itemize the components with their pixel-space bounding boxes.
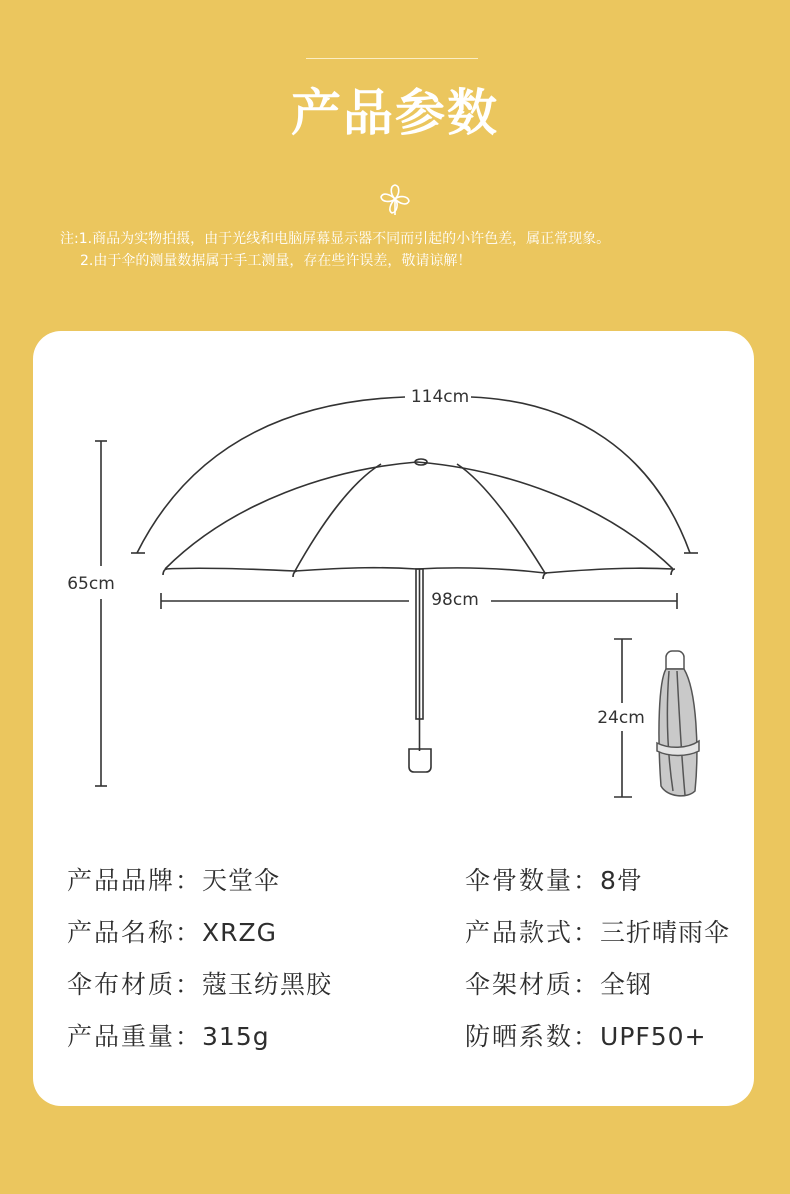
spec-style: 产品款式：三折晴雨伞 xyxy=(465,918,731,947)
spec-frame: 伞架材质：全钢 xyxy=(465,970,653,999)
arc-length-label: 114cm xyxy=(410,387,470,407)
note-line-1: 注:1.商品为实物拍摄，由于光线和电脑屏幕显示器不同而引起的小许色差，属正常现象。 xyxy=(60,231,611,247)
spec-weight: 产品重量：315g xyxy=(67,1022,270,1051)
span-label: 98cm xyxy=(431,590,479,610)
page-title: 产品参数 xyxy=(291,84,499,142)
spec-list xyxy=(33,331,754,1106)
folded-length-label: 24cm xyxy=(597,708,645,728)
spec-upf: 防晒系数：UPF50+ xyxy=(465,1022,707,1051)
note-line-2: 2.由于伞的测量数据属于手工测量，存在些许误差，敬请谅解！ xyxy=(80,253,472,269)
height-label: 65cm xyxy=(67,574,115,594)
spec-ribs: 伞骨数量：8骨 xyxy=(465,866,643,895)
header-divider xyxy=(306,58,478,59)
spec-card xyxy=(33,331,754,1106)
spec-brand: 产品品牌：天堂伞 xyxy=(67,866,281,895)
flower-icon xyxy=(377,182,413,218)
spec-fabric: 伞布材质：蔻玉纺黑胶 xyxy=(67,970,333,999)
spec-name: 产品名称：XRZG xyxy=(67,918,278,947)
